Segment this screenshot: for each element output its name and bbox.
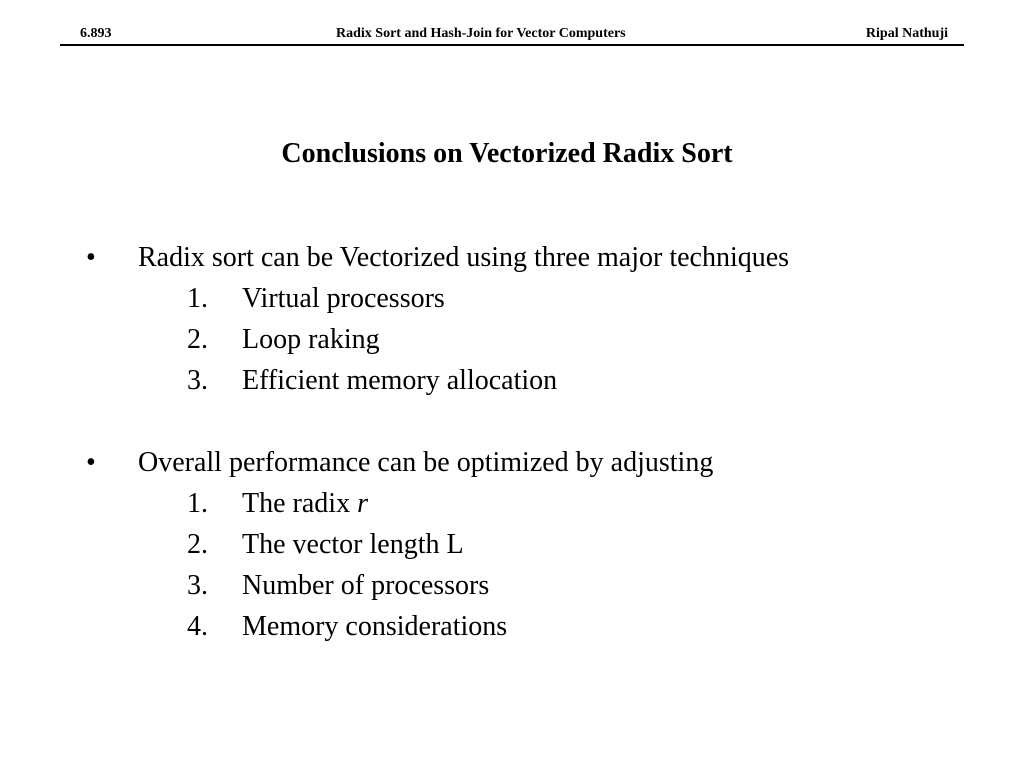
list-item-number: 3. <box>187 570 208 601</box>
bullet-text: Overall performance can be optimized by adjusting <box>138 447 714 478</box>
slide-title: Conclusions on Vectorized Radix Sort <box>281 138 733 169</box>
list-item: The vector length L <box>242 529 464 560</box>
list-item: Memory considerations <box>242 611 508 642</box>
list-item-number: 3. <box>187 365 208 396</box>
slide-header <box>60 24 964 46</box>
list-item-label: The radix <box>242 488 358 519</box>
list-item-number: 2. <box>187 529 208 560</box>
list-item-number: 1. <box>187 488 208 519</box>
list-item <box>242 487 368 521</box>
list-item: Virtual processors <box>242 283 445 314</box>
author-name: Ripal Nathuji <box>865 26 948 41</box>
radix-variable: r <box>357 488 368 519</box>
bullet-marker: • <box>86 447 96 478</box>
list-item: Loop raking <box>242 324 380 355</box>
bullet-marker: • <box>86 242 96 273</box>
presentation-subject: Radix Sort and Hash-Join for Vector Computers <box>336 26 626 41</box>
list-item: Efficient memory allocation <box>242 365 558 396</box>
list-item-number: 1. <box>187 283 208 314</box>
list-item-number: 4. <box>187 611 208 642</box>
course-number: 6.893 <box>80 26 112 41</box>
bullet-text: Radix sort can be Vectorized using three major techniques <box>138 242 790 273</box>
list-item-number: 2. <box>187 324 208 355</box>
list-item: Number of processors <box>242 570 490 601</box>
